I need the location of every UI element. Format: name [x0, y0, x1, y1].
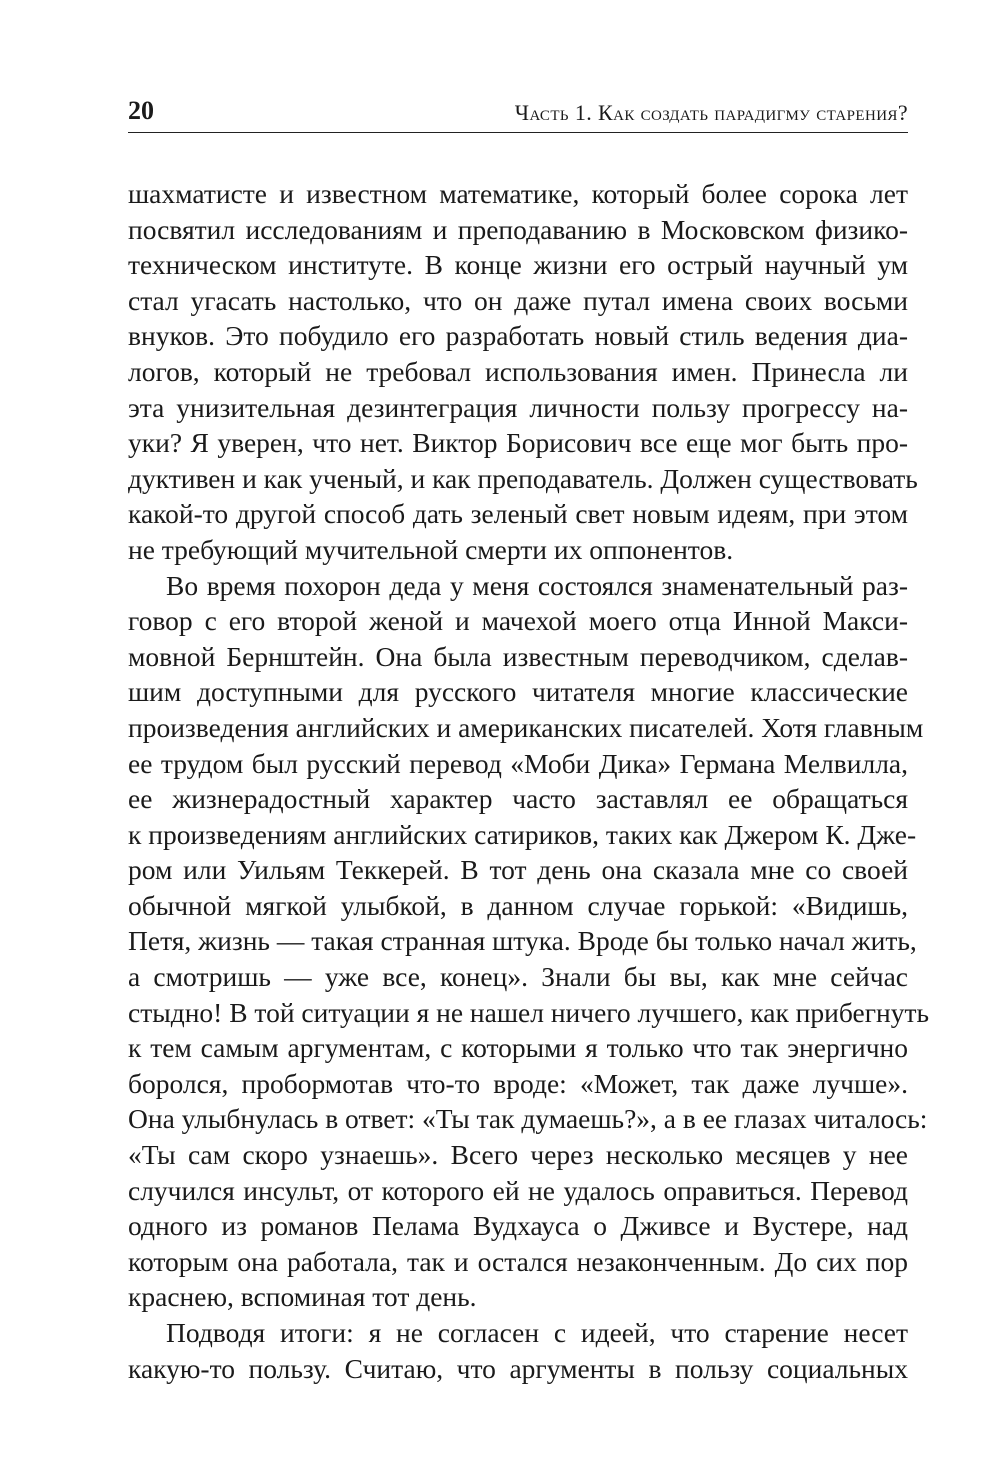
- text-line: шахматисте и известном математике, который более сорока лет: [128, 178, 908, 209]
- text-line: какую-то пользу. Считаю, что аргументы в пользу социальных: [128, 1352, 908, 1384]
- text-line: посвятил исследованиям и преподаванию в Московском физико-: [128, 213, 908, 245]
- text-line: техническом институте. В конце жизни его острый научный ум: [128, 249, 908, 281]
- text-line: к тем самым аргументам, с которыми я только что так энергично: [128, 1032, 908, 1064]
- text-line: Подводя итоги: я не согласен с идеей, что старение несет: [166, 1317, 908, 1348]
- running-title: Часть 1. Как создать парадигму старения?: [514, 100, 908, 125]
- text-line: которым она работала, так и остался незаконченным. До сих пор: [128, 1245, 908, 1277]
- text-line: дуктивен и как ученый, и как преподаватель. Должен существовать: [128, 462, 918, 494]
- text-line: боролся, пробормотав что-то вроде: «Может, так даже лучше».: [128, 1067, 908, 1099]
- paragraph: [128, 1315, 908, 1386]
- text-line: а смотришь — уже все, конец». Знали бы вы, как мне сейчас: [128, 961, 908, 993]
- text-line: говор с его второй женой и мачехой моего отца Инной Макси-: [128, 605, 908, 637]
- text-line: стал угасать настолько, что он даже путал имена своих восьми: [128, 284, 908, 316]
- text-line: эта унизительная дезинтеграция личности пользу прогрессу на-: [128, 391, 908, 423]
- text-line: краснею, вспоминая тот день.: [128, 1281, 477, 1313]
- text-line: внуков. Это побудило его разработать новый стиль ведения диа-: [128, 320, 908, 352]
- text-line: уки? Я уверен, что нет. Виктор Борисович все еще мог быть про-: [128, 427, 908, 459]
- text-line: случился инсульт, от которого ей не удалось оправиться. Перевод: [128, 1174, 908, 1206]
- text-line: какой-то другой способ дать зеленый свет новым идеям, при этом: [128, 498, 908, 530]
- text-line: к произведениям английских сатириков, таких как Джером К. Дже-: [128, 818, 917, 850]
- page-number: 20: [128, 96, 154, 125]
- paragraph: [128, 176, 918, 568]
- text-line: ее жизнерадостный характер часто заставлял ее обращаться: [128, 783, 908, 815]
- text-line: произведения английских и американских писателей. Хотя главным: [128, 711, 924, 743]
- text-line: Во время похорон деда у меня состоялся знаменательный раз-: [166, 569, 908, 601]
- text-line: ром или Уильям Теккерей. В тот день она сказала мне со своей: [128, 854, 908, 886]
- text-line: обычной мягкой улыбкой, в данном случае горькой: «Видишь,: [128, 889, 908, 921]
- text-line: Петя, жизнь — такая странная штука. Вроде бы только начал жить,: [128, 925, 917, 957]
- text-line: стыдно! В той ситуации я не нашел ничего лучшего, как прибегнуть: [128, 996, 930, 1028]
- running-header: [128, 92, 908, 133]
- body-text: [128, 176, 930, 1386]
- text-line: шим доступными для русского читателя многие классические: [128, 676, 908, 708]
- text-line: не требующий мучительной смерти их оппонентов.: [128, 533, 734, 565]
- paragraph: [128, 568, 930, 1315]
- text-line: одного из романов Пелама Вудхауса о Дживсе и Вустере, над: [128, 1210, 908, 1242]
- text-line: мовной Бернштейн. Она была известным переводчиком, сделав-: [128, 640, 908, 672]
- text-line: ее трудом был русский перевод «Моби Дика» Германа Мелвилла,: [128, 747, 908, 779]
- text-line: логов, который не требовал использования имен. Принесла ли: [128, 355, 908, 387]
- text-line: Она улыбнулась в ответ: «Ты так думаешь?», а в ее глазах читалось:: [128, 1103, 928, 1135]
- text-line: «Ты сам скоро узнаешь». Всего через несколько месяцев у нее: [128, 1139, 908, 1171]
